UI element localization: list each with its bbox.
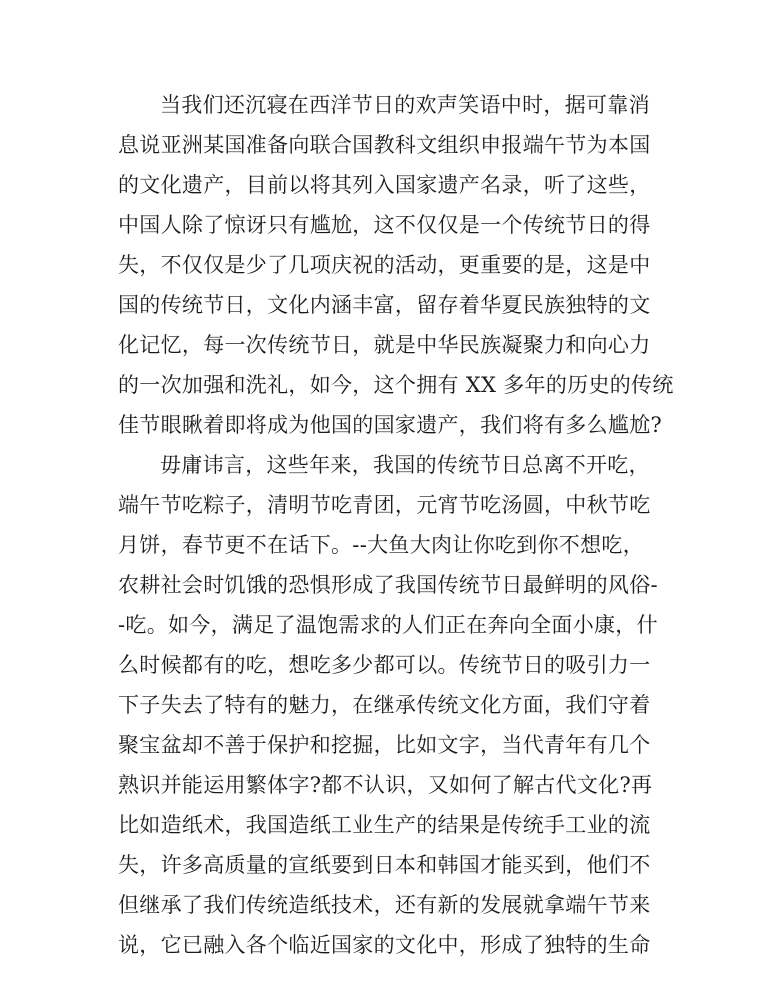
paragraph-1-line-2: 息说亚洲某国准备向联合国教科文组织申报端午节为本国 (118, 133, 651, 157)
paragraph-1-line-6: 国的传统节日，文化内涵丰富，留存着华夏民族独特的文 (118, 293, 651, 317)
paragraph-1-line-9: 佳节眼瞅着即将成为他国的国家遗产，我们将有多么尴尬? (118, 413, 663, 437)
paragraph-2-line-7: 下子失去了特有的魅力，在继承传统文化方面，我们守着 (118, 693, 651, 717)
paragraph-1-line-3: 的文化遗产，目前以将其列入国家遗产名录，听了这些， (118, 173, 651, 197)
paragraph-2-line-3: 月饼，春节更不在话下。--大鱼大肉让你吃到你不想吃， (118, 533, 644, 557)
paragraph-2-line-2: 端午节吃粽子，清明节吃青团，元宵节吃汤圆，中秋节吃 (118, 493, 651, 517)
paragraph-1-line-5: 失，不仅仅是少了几项庆祝的活动，更重要的是，这是中 (118, 253, 651, 277)
paragraph-2-line-10: 比如造纸术，我国造纸工业生产的结果是传统手工业的流 (118, 813, 651, 837)
paragraph-2-line-11: 失，许多高质量的宣纸要到日本和韩国才能买到，他们不 (118, 853, 651, 877)
paragraph-1-line-4: 中国人除了惊讶只有尴尬，这不仅仅是一个传统节日的得 (118, 213, 651, 237)
paragraph-2-line-8: 聚宝盆却不善于保护和挖掘，比如文字，当代青年有几个 (118, 733, 651, 757)
paragraph-2-line-1: 毋庸讳言，这些年来，我国的传统节日总离不开吃， (160, 453, 650, 477)
paragraph-2-line-4: 农耕社会时饥饿的恐惧形成了我国传统节日最鲜明的风俗- (118, 573, 658, 597)
paragraph-2-line-12: 但继承了我们传统造纸技术，还有新的发展就拿端午节来 (118, 893, 651, 917)
paragraph-2-line-13: 说，它已融入各个临近国家的文化中，形成了独特的生命 (118, 933, 651, 957)
paragraph-1-line-1: 当我们还沉寝在西洋节日的欢声笑语中时，据可靠消 (160, 93, 650, 117)
paragraph-2-line-6: 么时候都有的吃，想吃多少都可以。传统节日的吸引力一 (118, 653, 651, 677)
paragraph-1-line-8: 的一次加强和洗礼，如今，这个拥有 XX 多年的历史的传统 (118, 373, 674, 397)
paragraph-1-line-7: 化记忆，每一次传统节日，就是中华民族凝聚力和向心力 (118, 333, 651, 357)
paragraph-2-line-9: 熟识并能运用繁体字?都不认识，又如何了解古代文化?再 (118, 773, 653, 797)
paragraph-2-line-5: -吃。如今，满足了温饱需求的人们正在奔向全面小康，什 (118, 613, 658, 637)
